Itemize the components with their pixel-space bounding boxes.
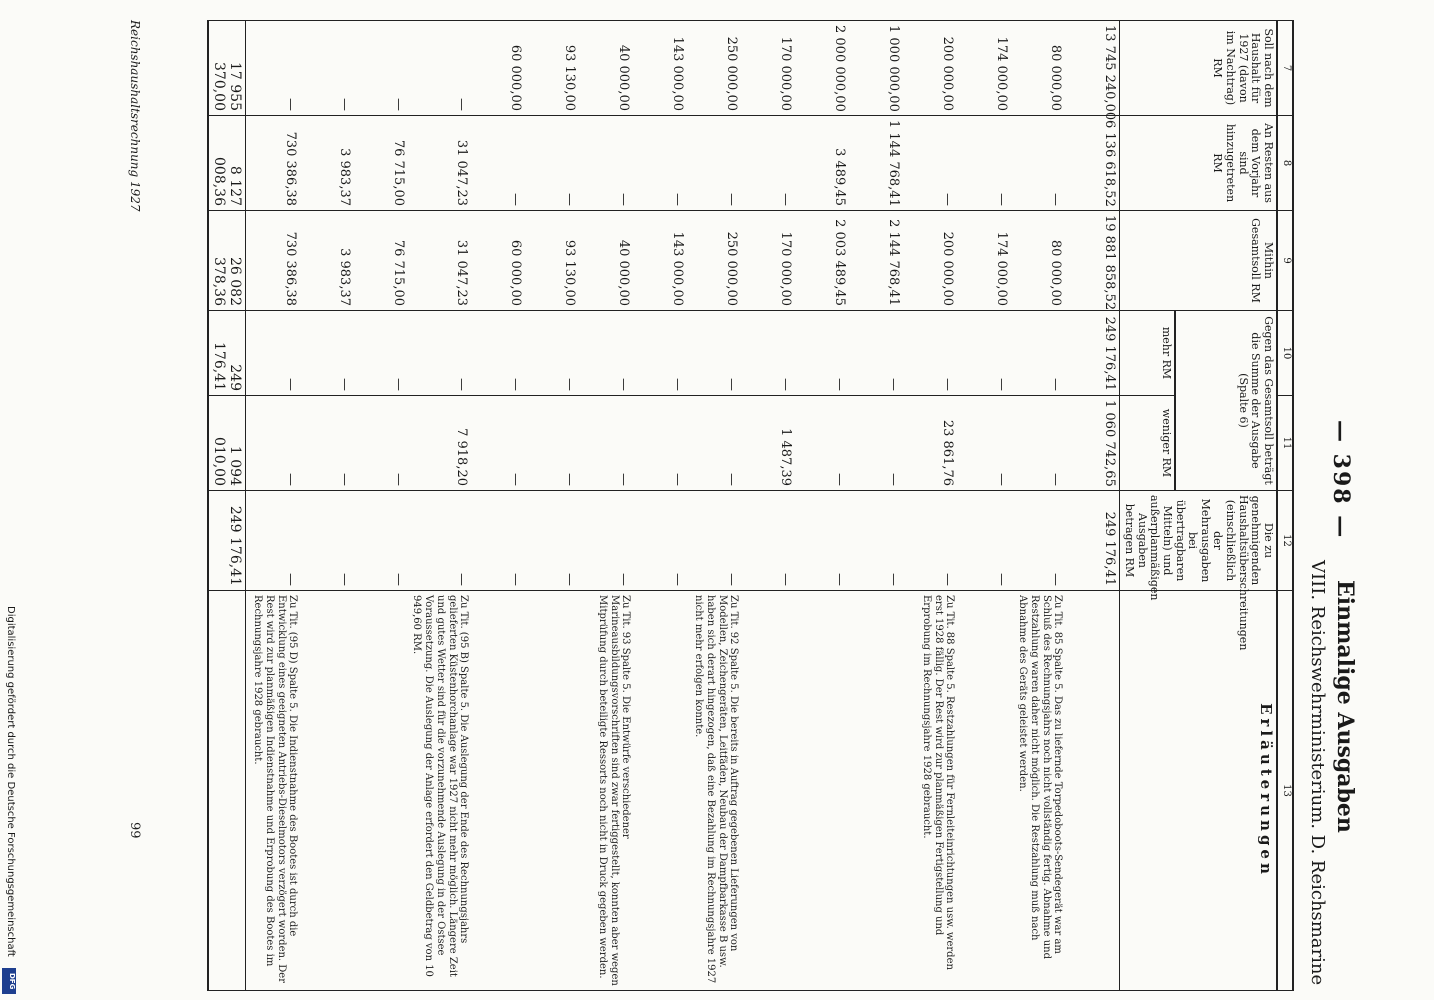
amount-cell: — <box>741 116 795 211</box>
total-cell: 1 094 010,00 <box>208 396 246 491</box>
amount-cell: — <box>246 491 301 591</box>
explanation-cell: Zu Tit. 88 Spalte 5. Restzahlungen für Fernleiteinrichtungen usw. werden erst 1928 fällig. Der Rest wird zur planmäßigen Fertigstellung und Erprobung im Rechnungsjahre 1928 gebraucht. <box>903 591 957 991</box>
amount-cell: 2 000 000,00 <box>795 21 849 116</box>
section-subtitle: VIII. Reichswehrministerium. D. Reichsmarine <box>1307 560 1328 986</box>
amount-cell: — <box>246 311 301 396</box>
amount-cell: — <box>687 116 741 211</box>
column-number: 8 <box>1277 116 1293 211</box>
table-row <box>300 21 354 991</box>
total-cell-empty <box>208 591 246 991</box>
header-difference: Gegen das Gesamtsoll beträgt die Summe der Ausgabe (Spalte 6) <box>1175 311 1277 491</box>
amount-cell: — <box>525 311 579 396</box>
table-body <box>246 21 1120 991</box>
amount-cell: 6 136 618,52 <box>1065 116 1120 211</box>
header-row <box>1175 21 1277 991</box>
page-number: — 398 — <box>1328 420 1354 540</box>
explanation-cell <box>1065 591 1120 991</box>
amount-cell: — <box>579 116 633 211</box>
rotated-page-content <box>70 20 1360 990</box>
explanation-cell: Zu Tit. 93 Spalte 5. Die Entwürfe verschiedener Marineausbildungsvorschriften sind zwar fertiggestellt, konnten aber wegen Mitprüfung durch beteiligte Ressorts noch nicht in Druck gegeben werden. <box>579 591 633 991</box>
header-erlaeuterungen: Erläuterungen <box>1120 591 1277 991</box>
amount-cell: — <box>795 311 849 396</box>
amount-cell: 80 000,00 <box>1011 211 1065 311</box>
amount-cell: 3 489,45 <box>795 116 849 211</box>
amount-cell: — <box>471 396 525 491</box>
table-row <box>471 21 525 991</box>
table-row <box>1065 21 1120 991</box>
amount-cell: — <box>579 311 633 396</box>
header-soll: Soll nach dem Haushalt für 1927 (davon im Nachtrag) RM <box>1120 21 1277 116</box>
dfg-logo: DFG <box>2 968 16 994</box>
expenditure-table <box>207 20 1294 991</box>
amount-cell: 174 000,00 <box>957 211 1011 311</box>
amount-cell: — <box>849 311 903 396</box>
explanation-cell <box>633 591 687 991</box>
amount-cell: — <box>849 491 903 591</box>
explanation-cell <box>795 591 849 991</box>
amount-cell: — <box>687 396 741 491</box>
totals-row <box>208 21 246 991</box>
amount-cell: 40 000,00 <box>579 211 633 311</box>
amount-cell: — <box>246 396 301 491</box>
amount-cell: 13 745 240,00 <box>1065 21 1120 116</box>
total-cell: 8 127 008,36 <box>208 116 246 211</box>
amount-cell: — <box>1011 491 1065 591</box>
column-number: 13 <box>1277 591 1293 991</box>
amount-cell: 730 386,38 <box>246 211 301 311</box>
digitization-note-text: Digitalisierung gefördert durch die Deutsche Forschungsgemeinschaft <box>5 606 16 957</box>
amount-cell: 3 983,37 <box>300 211 354 311</box>
amount-cell: — <box>795 396 849 491</box>
amount-cell: — <box>579 396 633 491</box>
amount-cell: 76 715,00 <box>354 116 408 211</box>
amount-cell: 200 000,00 <box>903 21 957 116</box>
amount-cell: 143 000,00 <box>633 211 687 311</box>
amount-cell: — <box>525 396 579 491</box>
amount-cell: 93 130,00 <box>525 211 579 311</box>
explanation-cell <box>957 591 1011 991</box>
explanation-cell: Zu Tit. (95 D) Spalte 5. Die Indienstnahme des Bootes ist durch die Entwicklung eines geeigneten Antriebs-Dieselmotors verzögert worden. Der Rest wird zur planmäßigen Indienstnahme und Erprobung des Bootes im Rechnungsjahre 1928 gebraucht. <box>246 591 301 991</box>
column-number: 10 <box>1277 311 1293 396</box>
explanation-cell: Zu Tit. 85 Spalte 5. Das zu liefernde Torpedoboots-Sendegerät war am Schluß des Rechnungsjahrs noch nicht vollständig fertig. Abnahme und Restzahlung waren daher nicht möglich. Die Restzahlung muß nach Abnahme des Geräts geleistet werden. <box>1011 591 1065 991</box>
amount-cell: 76 715,00 <box>354 211 408 311</box>
total-cell: 249 176,41 <box>208 491 246 591</box>
table-row <box>579 21 633 991</box>
table-row <box>354 21 408 991</box>
amount-cell: — <box>525 116 579 211</box>
amount-cell: 249 176,41 <box>1065 491 1120 591</box>
amount-cell: — <box>471 311 525 396</box>
amount-cell: — <box>408 21 471 116</box>
amount-cell: — <box>741 311 795 396</box>
column-number: 12 <box>1277 491 1293 591</box>
amount-cell: — <box>354 311 408 396</box>
amount-cell: — <box>741 491 795 591</box>
table-row <box>687 21 741 991</box>
amount-cell: 1 060 742,65 <box>1065 396 1120 491</box>
explanation-cell <box>525 591 579 991</box>
footer-title: Reichshaushaltsrechnung 1927 <box>128 20 142 212</box>
amount-cell: 2 144 768,41 <box>849 211 903 311</box>
header-mehr: mehr RM <box>1120 311 1175 396</box>
amount-cell: — <box>957 116 1011 211</box>
amount-cell: 250 000,00 <box>687 211 741 311</box>
amount-cell: — <box>354 491 408 591</box>
table-row <box>795 21 849 991</box>
amount-cell: 19 881 858,52 <box>1065 211 1120 311</box>
amount-cell: 143 000,00 <box>633 21 687 116</box>
column-number: 9 <box>1277 211 1293 311</box>
total-cell: 26 082 378,36 <box>208 211 246 311</box>
amount-cell: — <box>957 311 1011 396</box>
header-gesamtsoll: Mithin Gesamtsoll RM <box>1120 211 1277 311</box>
amount-cell: 250 000,00 <box>687 21 741 116</box>
amount-cell: — <box>471 116 525 211</box>
table-row <box>849 21 903 991</box>
explanation-cell <box>300 591 354 991</box>
column-number: 11 <box>1277 396 1293 491</box>
amount-cell: — <box>903 311 957 396</box>
amount-cell: — <box>525 491 579 591</box>
table-row <box>525 21 579 991</box>
header-reste: An Resten aus dem Vorjahr sind hinzugetreten RM <box>1120 116 1277 211</box>
amount-cell: — <box>408 311 471 396</box>
explanation-cell <box>741 591 795 991</box>
amount-cell: — <box>246 21 301 116</box>
amount-cell: — <box>903 491 957 591</box>
amount-cell: 80 000,00 <box>1011 21 1065 116</box>
amount-cell: — <box>471 491 525 591</box>
section-title: Einmalige Ausgaben <box>1332 580 1358 833</box>
explanation-cell: Zu Tit. 92 Spalte 5. Die bereits in Auftrag gegebenen Lieferungen von Modellen, Zeichengeräten, Leitfäden, Neubau der Dampfbarkasse B usw. haben sich derart hingezogen, daß eine Bezahlung im Rechnungsjahre 1927 nicht mehr erfolgen konnte. <box>687 591 741 991</box>
amount-cell: 93 130,00 <box>525 21 579 116</box>
table-row <box>633 21 687 991</box>
amount-cell: — <box>1011 396 1065 491</box>
amount-cell: — <box>300 491 354 591</box>
amount-cell: 1 487,39 <box>741 396 795 491</box>
amount-cell: 170 000,00 <box>741 211 795 311</box>
amount-cell: — <box>633 491 687 591</box>
header-weniger: weniger RM <box>1120 396 1175 491</box>
amount-cell: — <box>849 396 903 491</box>
amount-cell: — <box>633 116 687 211</box>
amount-cell: 174 000,00 <box>957 21 1011 116</box>
amount-cell: 31 047,23 <box>408 116 471 211</box>
amount-cell: 60 000,00 <box>471 211 525 311</box>
amount-cell: — <box>795 491 849 591</box>
amount-cell: — <box>1011 311 1065 396</box>
amount-cell: 170 000,00 <box>741 21 795 116</box>
amount-cell: — <box>1011 116 1065 211</box>
amount-cell: 1 000 000,00 <box>849 21 903 116</box>
amount-cell: 3 983,37 <box>300 116 354 211</box>
amount-cell: — <box>300 21 354 116</box>
amount-cell: — <box>354 21 408 116</box>
column-number: 7 <box>1277 21 1293 116</box>
amount-cell: — <box>300 396 354 491</box>
table-row <box>1011 21 1065 991</box>
amount-cell: 730 386,38 <box>246 116 301 211</box>
column-number-row <box>1277 21 1293 991</box>
explanation-cell <box>471 591 525 991</box>
amount-cell: 200 000,00 <box>903 211 957 311</box>
amount-cell: — <box>300 311 354 396</box>
amount-cell: 249 176,41 <box>1065 311 1120 396</box>
amount-cell: — <box>957 396 1011 491</box>
amount-cell: 60 000,00 <box>471 21 525 116</box>
amount-cell: 2 003 489,45 <box>795 211 849 311</box>
table-row <box>408 21 471 991</box>
digitization-note <box>2 606 20 996</box>
amount-cell: — <box>633 311 687 396</box>
amount-cell: — <box>633 396 687 491</box>
total-cell: 17 955 370,00 <box>208 21 246 116</box>
amount-cell: 1 144 768,41 <box>849 116 903 211</box>
amount-cell: — <box>957 491 1011 591</box>
table-row <box>903 21 957 991</box>
amount-cell: — <box>408 491 471 591</box>
table-row <box>741 21 795 991</box>
table-row <box>246 21 301 991</box>
amount-cell: — <box>687 491 741 591</box>
amount-cell: 23 861,76 <box>903 396 957 491</box>
amount-cell: 31 047,23 <box>408 211 471 311</box>
amount-cell: — <box>354 396 408 491</box>
amount-cell: — <box>903 116 957 211</box>
explanation-cell <box>849 591 903 991</box>
total-cell: 249 176,41 <box>208 311 246 396</box>
footer-page-number: 99 <box>127 822 142 839</box>
amount-cell: — <box>687 311 741 396</box>
amount-cell: 40 000,00 <box>579 21 633 116</box>
table-row <box>957 21 1011 991</box>
header-ueberschreitungen: Die zu genehmigenden Haushaltsüberschreitungen (einschließlich der Mehrausgaben bei übertragbaren Mitteln) und außerplanmäßigen Ausgaben betragen RM <box>1120 491 1277 591</box>
amount-cell: — <box>579 491 633 591</box>
explanation-cell: Zu Tit. (95 B) Spalte 5. Die Auslegung der Ende des Rechnungsjahrs gelieferten Küstenhorchanlage war 1927 nicht mehr möglich. Längere Zeit und gutes Wetter sind für die vorzunehmende Auslegung in der Ostsee Voraussetzung. Die Auslegung der Anlage erfordert den Geldbetrag von 10 949,60 RM. <box>408 591 471 991</box>
amount-cell: 7 918,20 <box>408 396 471 491</box>
explanation-cell <box>354 591 408 991</box>
